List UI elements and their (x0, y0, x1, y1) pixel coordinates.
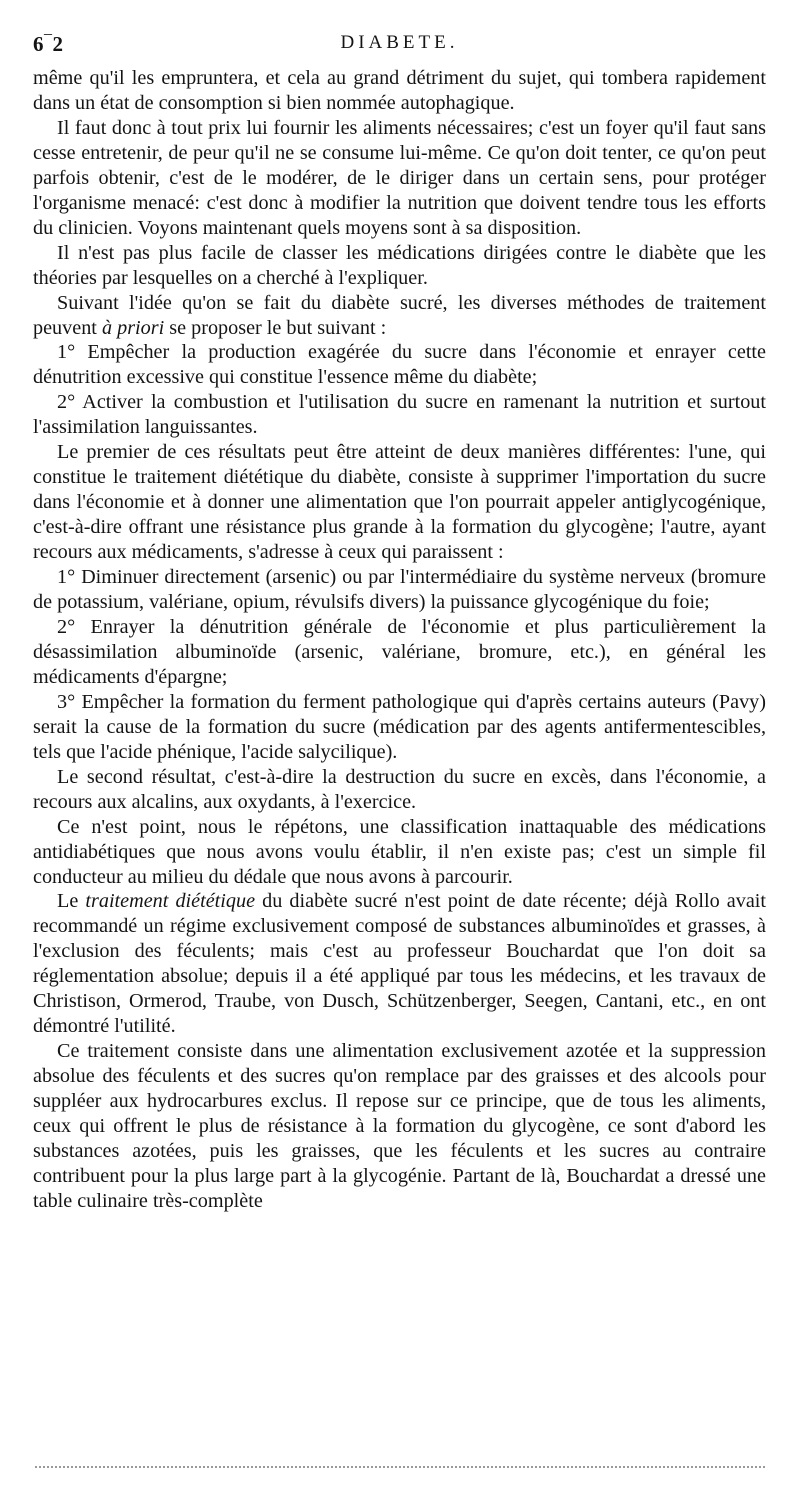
italic-traitement-dietetique: traitement diététique (85, 890, 256, 913)
list-item: 1° Empêcher la production exagérée du sucre dans l'économie et enrayer cette dénutrition excessive qui constitue l'essence même du diabète; (33, 341, 766, 389)
paragraph: Il n'est pas plus facile de classer les médications dirigées contre le diabète que les théories par lesquelles on a cherché à l'expliquer. (33, 241, 766, 289)
paragraph: même qu'il les empruntera, et cela au grand détriment du sujet, qui tombera rapidement dans un état de consomption si bien nommée autophagique. (33, 67, 766, 114)
paragraph-text: se proposer le but suivant : (169, 316, 387, 339)
paragraph-with-italic (33, 291, 766, 341)
list-item: 3° Empêcher la formation du ferment pathologique qui d'après certains auteurs (Pavy) serait la cause de la formation du sucre (médication par des agents antifermentescibles, tels que l'acide phénique, l'acide salycilique). (33, 690, 766, 763)
paragraph-text: du diabète sucré n'est point de date récente; déjà Rollo avait recommandé un régime exclusivement composé de substances albuminoïdes et grasses, à l'exclusion des féculents; mais c'est au professeur Bouchardat que l'on doit sa réglementation absolue; depuis il a été appliqué par tous les médecins, et les travaux de Christison, Ormerod, Traube, von Dusch, Schützenberger, Seegen, Cantani, etc., en ont démontré l'utilité. (33, 890, 767, 1038)
page-header (33, 32, 766, 56)
body-text (33, 66, 766, 1214)
footer-dotted-rule (35, 1466, 765, 1468)
paragraph: Il faut donc à tout prix lui fournir les aliments nécessaires; c'est un foyer qu'il faut sans cesse entretenir, de peur qu'il ne se consume lui-même. Ce qu'on doit tenter, ce qu'on peut parfois obtenir, c'est de le modérer, de le diriger dans un certain sens, pour protéger l'organisme menacé: c'est donc à modifier la nutrition que doivent tendre tous les efforts du clinicien. Voyons maintenant quels moyens sont à sa disposition. (33, 116, 766, 239)
list-item: 1° Diminuer directement (arsenic) ou par l'intermédiaire du système nerveux (bromure de potassium, valériane, opium, révulsifs divers) la puissance glycogénique du foie; (33, 566, 766, 614)
page-number: 6‾2 (33, 32, 64, 56)
paragraph: Ce traitement consiste dans une alimentation exclusivement azotée et la suppression absolue des féculents et des sucres qu'on remplace par des graisses et des alcools pour suppléer aux hydrocarbures exclus. Il repose sur ce principe, que de tous les aliments, ceux qui offrent le plus de résistance à la formation du glycogène, ce sont d'abord les substances azotées, puis les graisses, que les féculents et les sucres au contraire contribuent pour la plus large part à la glycogénie. Partant de là, Bouchardat a dressé une table culinaire très-complète (33, 1040, 766, 1212)
paragraph: Le second résultat, c'est-à-dire la destruction du sucre en excès, dans l'économie, a recours aux alcalins, aux oxydants, à l'exercice. (33, 765, 766, 813)
paragraph-text: Le (57, 890, 79, 913)
list-item: 2° Enrayer la dénutrition générale de l'économie et plus particulièrement la désassimilation albuminoïde (arsenic, valériane, bromure, etc.), en général les médicaments d'épargne; (33, 615, 766, 688)
paragraph-with-italic (33, 889, 766, 1039)
paragraph-text: Suivant l'idée qu'on se fait du diabète sucré, les diverses méthodes de traitement peuvent (33, 291, 766, 339)
running-title: DIABETE. (340, 32, 459, 53)
italic-a-priori: à priori (101, 316, 165, 339)
paragraph: Ce n'est point, nous le répétons, une classification inattaquable des médications antidiabétiques que nous avons voulu établir, il n'en existe pas; c'est un simple fil conducteur au milieu du dédale que nous avons à parcourir. (33, 815, 766, 888)
list-item: 2° Activer la combustion et l'utilisation du sucre en ramenant la nutrition et surtout l'assimilation languissantes. (33, 391, 766, 439)
paragraph: Le premier de ces résultats peut être atteint de deux manières différentes: l'une, qui constitue le traitement diététique du diabète, consiste à supprimer l'importation du sucre dans l'économie et à donner une alimentation que l'on pourrait appeler antiglycogénique, c'est-à-dire offrant une résistance plus grande à la formation du glycogène; l'autre, ayant recours aux médicaments, s'adresse à ceux qui paraissent : (33, 441, 766, 564)
